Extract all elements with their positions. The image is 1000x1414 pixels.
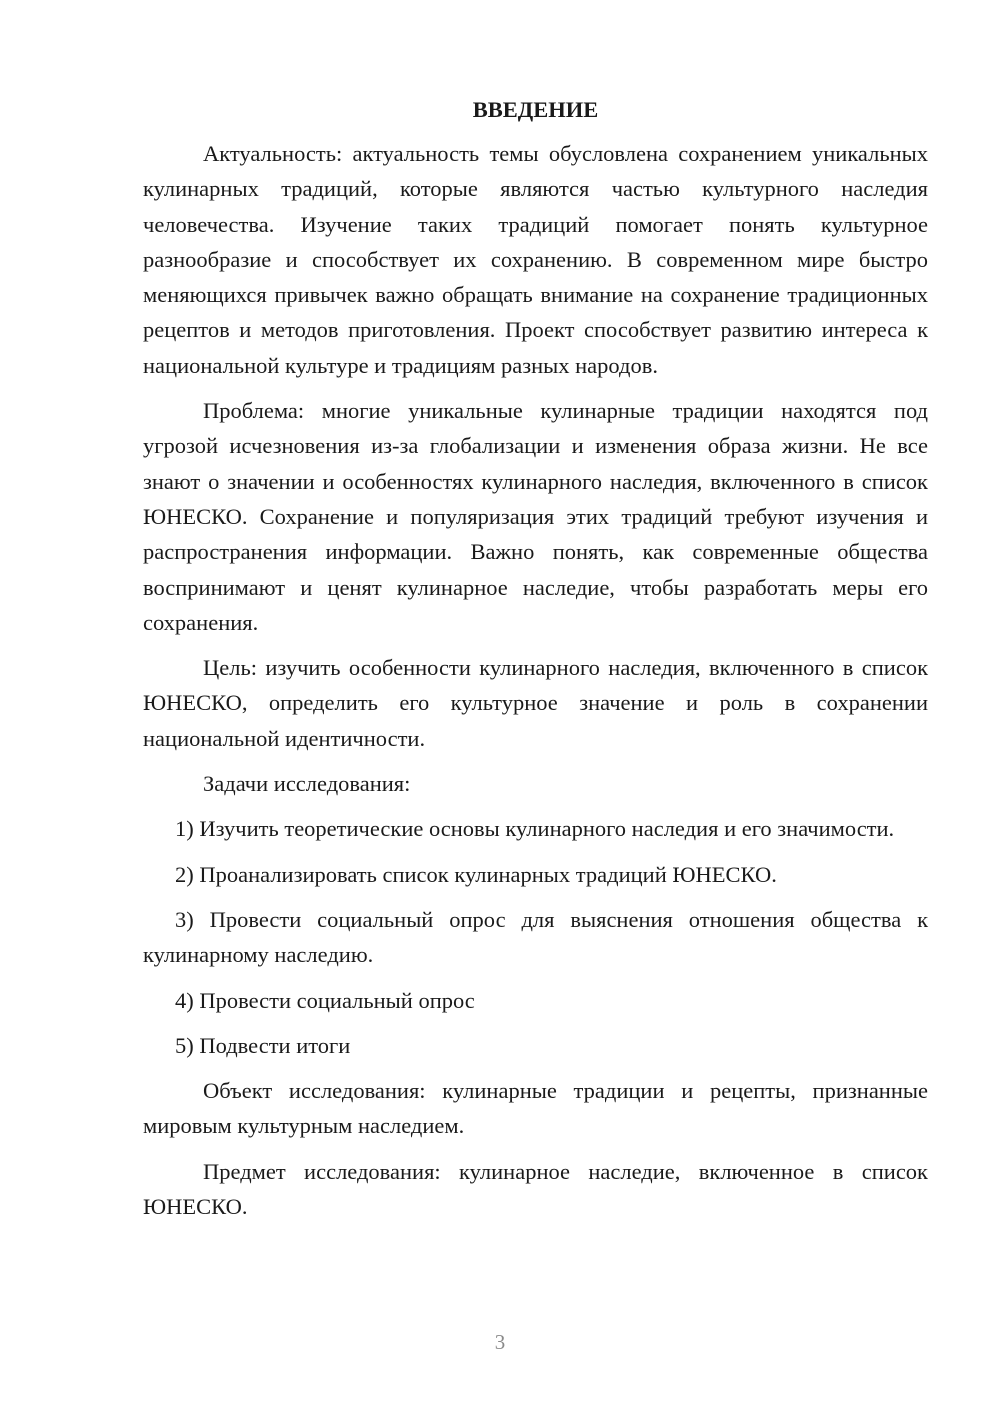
page-number: 3 [494,1330,506,1354]
paragraph-relevance: Актуальность: актуальность темы обусловлена сохранением уникальных кулинарных традиций, которые являются частью культурного наследия человечества. Изучение таких традиций помогает понять культурное разнообразие и способствует их сохранению. В современном мире быстро меняющихся привычек важно обращать внимание на сохранение традиционных рецептов и методов приготовления. Проект способствует развитию интереса к национальной культуре и традициям разных народов. [143,141,928,378]
section-title: ВВЕДЕНИЕ [472,97,599,122]
task-item-2: 2) Проанализировать список кулинарных традиций ЮНЕСКО. [175,861,777,887]
paragraph-goal: Цель: изучить особенности кулинарного наследия, включенного в список ЮНЕСКО, определить его культурное значение и роль в сохранении национальной идентичности. [143,655,928,751]
task-item-4: 4) Провести социальный опрос [175,987,475,1013]
paragraph-subject: Предмет исследования: кулинарное наследие, включенное в список ЮНЕСКО. [143,1158,928,1220]
task-item-1: 1) Изучить теоретические основы кулинарного наследия и его значимости. [175,816,895,842]
paragraph-problem: Проблема: многие уникальные кулинарные традиции находятся под угрозой исчезновения из-за глобализации и изменения образа жизни. Не все знают о значении и особенностях кулинарного наследия, включенного в список ЮНЕСКО. Сохранение и популяризация этих традиций требуют изучения и распространения информации. Важно понять, как современные общества воспринимают и ценят кулинарное наследие, чтобы разработать меры его сохранения. [143,398,928,635]
task-item-3: 3) Провести социальный опрос для выяснения отношения общества к кулинарному наследию. [143,906,928,968]
document-page [143,92,928,1234]
paragraph-object: Объект исследования: кулинарные традиции и рецепты, признанные мировым культурным наследием. [143,1078,928,1139]
task-item-5: 5) Подвести итоги [175,1032,351,1058]
paragraph-tasks-heading: Задачи исследования: [203,771,411,797]
